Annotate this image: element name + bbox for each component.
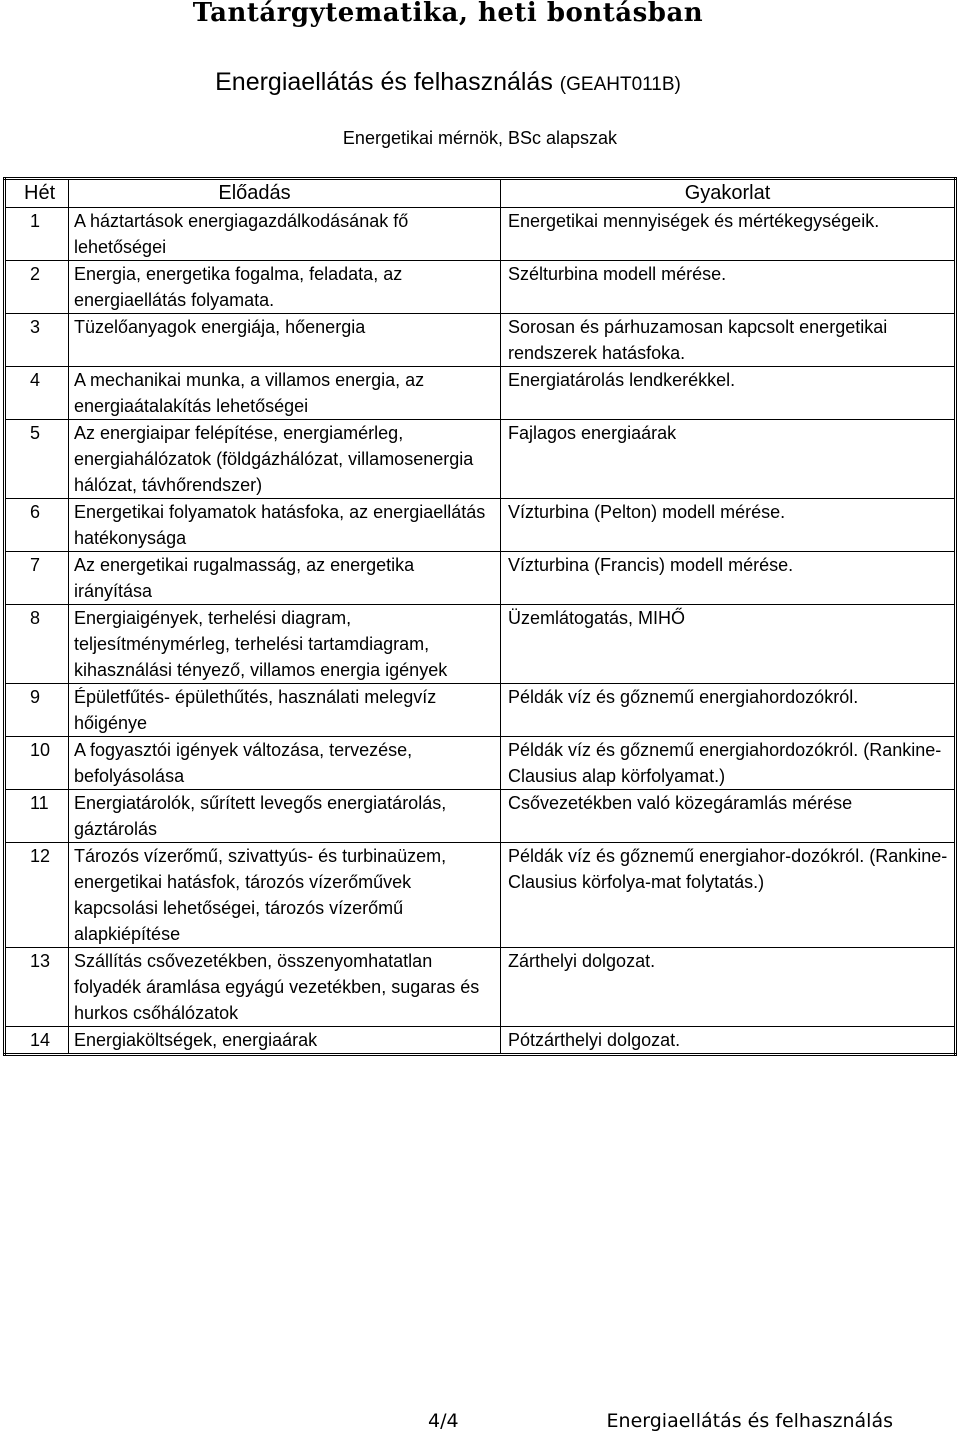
- practice-cell: Példák víz és gőznemű energiahordozókról.: [501, 684, 956, 737]
- week-cell: 2: [5, 261, 69, 314]
- table-row: [5, 605, 956, 684]
- lecture-cell: A háztartások energiagazdálkodásának fő lehetőségei: [69, 208, 501, 261]
- week-cell: 10: [5, 737, 69, 790]
- week-cell: 14: [5, 1027, 69, 1055]
- lecture-cell: Épületfűtés- épülethűtés, használati melegvíz hőigénye: [69, 684, 501, 737]
- page-number: 4/4: [428, 1410, 459, 1432]
- lecture-cell: Szállítás csővezetékben, összenyomhatatlan folyadék áramlása egyágú vezetékben, sugaras és hurkos csőhálózatok: [69, 948, 501, 1027]
- lecture-cell: Energia, energetika fogalma, feladata, az energiaellátás folyamata.: [69, 261, 501, 314]
- week-cell: 9: [5, 684, 69, 737]
- lecture-cell: Az energetikai rugalmasság, az energetika irányítása: [69, 552, 501, 605]
- practice-cell: Zárthelyi dolgozat.: [501, 948, 956, 1027]
- week-cell: 5: [5, 420, 69, 499]
- weekly-schedule-table: [3, 177, 957, 1056]
- table-row: [5, 1027, 956, 1055]
- lecture-cell: A mechanikai munka, a villamos energia, az energiaátalakítás lehetőségei: [69, 367, 501, 420]
- table-row: [5, 552, 956, 605]
- lecture-cell: Energiatárolók, sűrített levegős energiatárolás, gáztárolás: [69, 790, 501, 843]
- lecture-cell: Tüzelőanyagok energiája, hőenergia: [69, 314, 501, 367]
- week-cell: 8: [5, 605, 69, 684]
- footer-course-name: Energiaellátás és felhasználás: [606, 1410, 893, 1432]
- practice-cell: Vízturbina (Pelton) modell mérése.: [501, 499, 956, 552]
- lecture-cell: Az energiaipar felépítése, energiamérleg, energiahálózatok (földgázhálózat, villamosenergia hálózat, távhőrendszer): [69, 420, 501, 499]
- table-row: [5, 261, 956, 314]
- week-cell: 12: [5, 843, 69, 948]
- course-name: Energiaellátás és felhasználás: [215, 68, 553, 96]
- column-header-week: Hét: [5, 179, 69, 208]
- week-cell: 11: [5, 790, 69, 843]
- table-row: [5, 208, 956, 261]
- practice-cell: Energiatárolás lendkerékkel.: [501, 367, 956, 420]
- practice-cell: Vízturbina (Francis) modell mérése.: [501, 552, 956, 605]
- practice-cell: Energetikai mennyiségek és mértékegységeik.: [501, 208, 956, 261]
- table-row: [5, 737, 956, 790]
- practice-cell: Pótzárthelyi dolgozat.: [501, 1027, 956, 1055]
- course-code: (GEAHT011B): [559, 74, 681, 95]
- practice-cell: Üzemlátogatás, MIHŐ: [501, 605, 956, 684]
- week-cell: 4: [5, 367, 69, 420]
- table-row: [5, 843, 956, 948]
- week-cell: 1: [5, 208, 69, 261]
- page-title: Tantárgytematika, heti bontásban: [192, 0, 704, 28]
- table-row: [5, 948, 956, 1027]
- lecture-cell: Tározós vízerőmű, szivattyús- és turbinaüzem, energetikai hatásfok, tározós vízerőművek kapcsolási lehetőségei, tározós vízerőmű alapkiépítése: [69, 843, 501, 948]
- lecture-cell: Energetikai folyamatok hatásfoka, az energiaellátás hatékonysága: [69, 499, 501, 552]
- practice-cell: Példák víz és gőznemű energiahordozókról. (Rankine-Clausius alap körfolyamat.): [501, 737, 956, 790]
- week-cell: 6: [5, 499, 69, 552]
- lecture-cell: Energiaigények, terhelési diagram, teljesítménymérleg, terhelési tartamdiagram, kihasználási tényező, villamos energia igények: [69, 605, 501, 684]
- column-header-practice: Gyakorlat: [501, 179, 956, 208]
- week-cell: 13: [5, 948, 69, 1027]
- lecture-cell: Energiaköltségek, energiaárak: [69, 1027, 501, 1055]
- table-row: [5, 499, 956, 552]
- table-row: [5, 314, 956, 367]
- lecture-cell: A fogyasztói igények változása, tervezése, befolyásolása: [69, 737, 501, 790]
- program-subtitle: Energetikai mérnök, BSc alapszak: [342, 128, 618, 148]
- week-cell: 7: [5, 552, 69, 605]
- practice-cell: Sorosan és párhuzamosan kapcsolt energetikai rendszerek hatásfoka.: [501, 314, 956, 367]
- table-row: [5, 420, 956, 499]
- practice-cell: Példák víz és gőznemű energiahor-dozókról. (Rankine-Clausius körfolya-mat folytatás.): [501, 843, 956, 948]
- practice-cell: Szélturbina modell mérése.: [501, 261, 956, 314]
- column-header-lecture: Előadás: [69, 179, 501, 208]
- table-row: [5, 367, 956, 420]
- table-row: [5, 790, 956, 843]
- course-heading: [0, 68, 896, 97]
- practice-cell: Fajlagos energiaárak: [501, 420, 956, 499]
- table-header-row: [5, 179, 956, 208]
- week-cell: 3: [5, 314, 69, 367]
- table-row: [5, 684, 956, 737]
- practice-cell: Csővezetékben való közegáramlás mérése: [501, 790, 956, 843]
